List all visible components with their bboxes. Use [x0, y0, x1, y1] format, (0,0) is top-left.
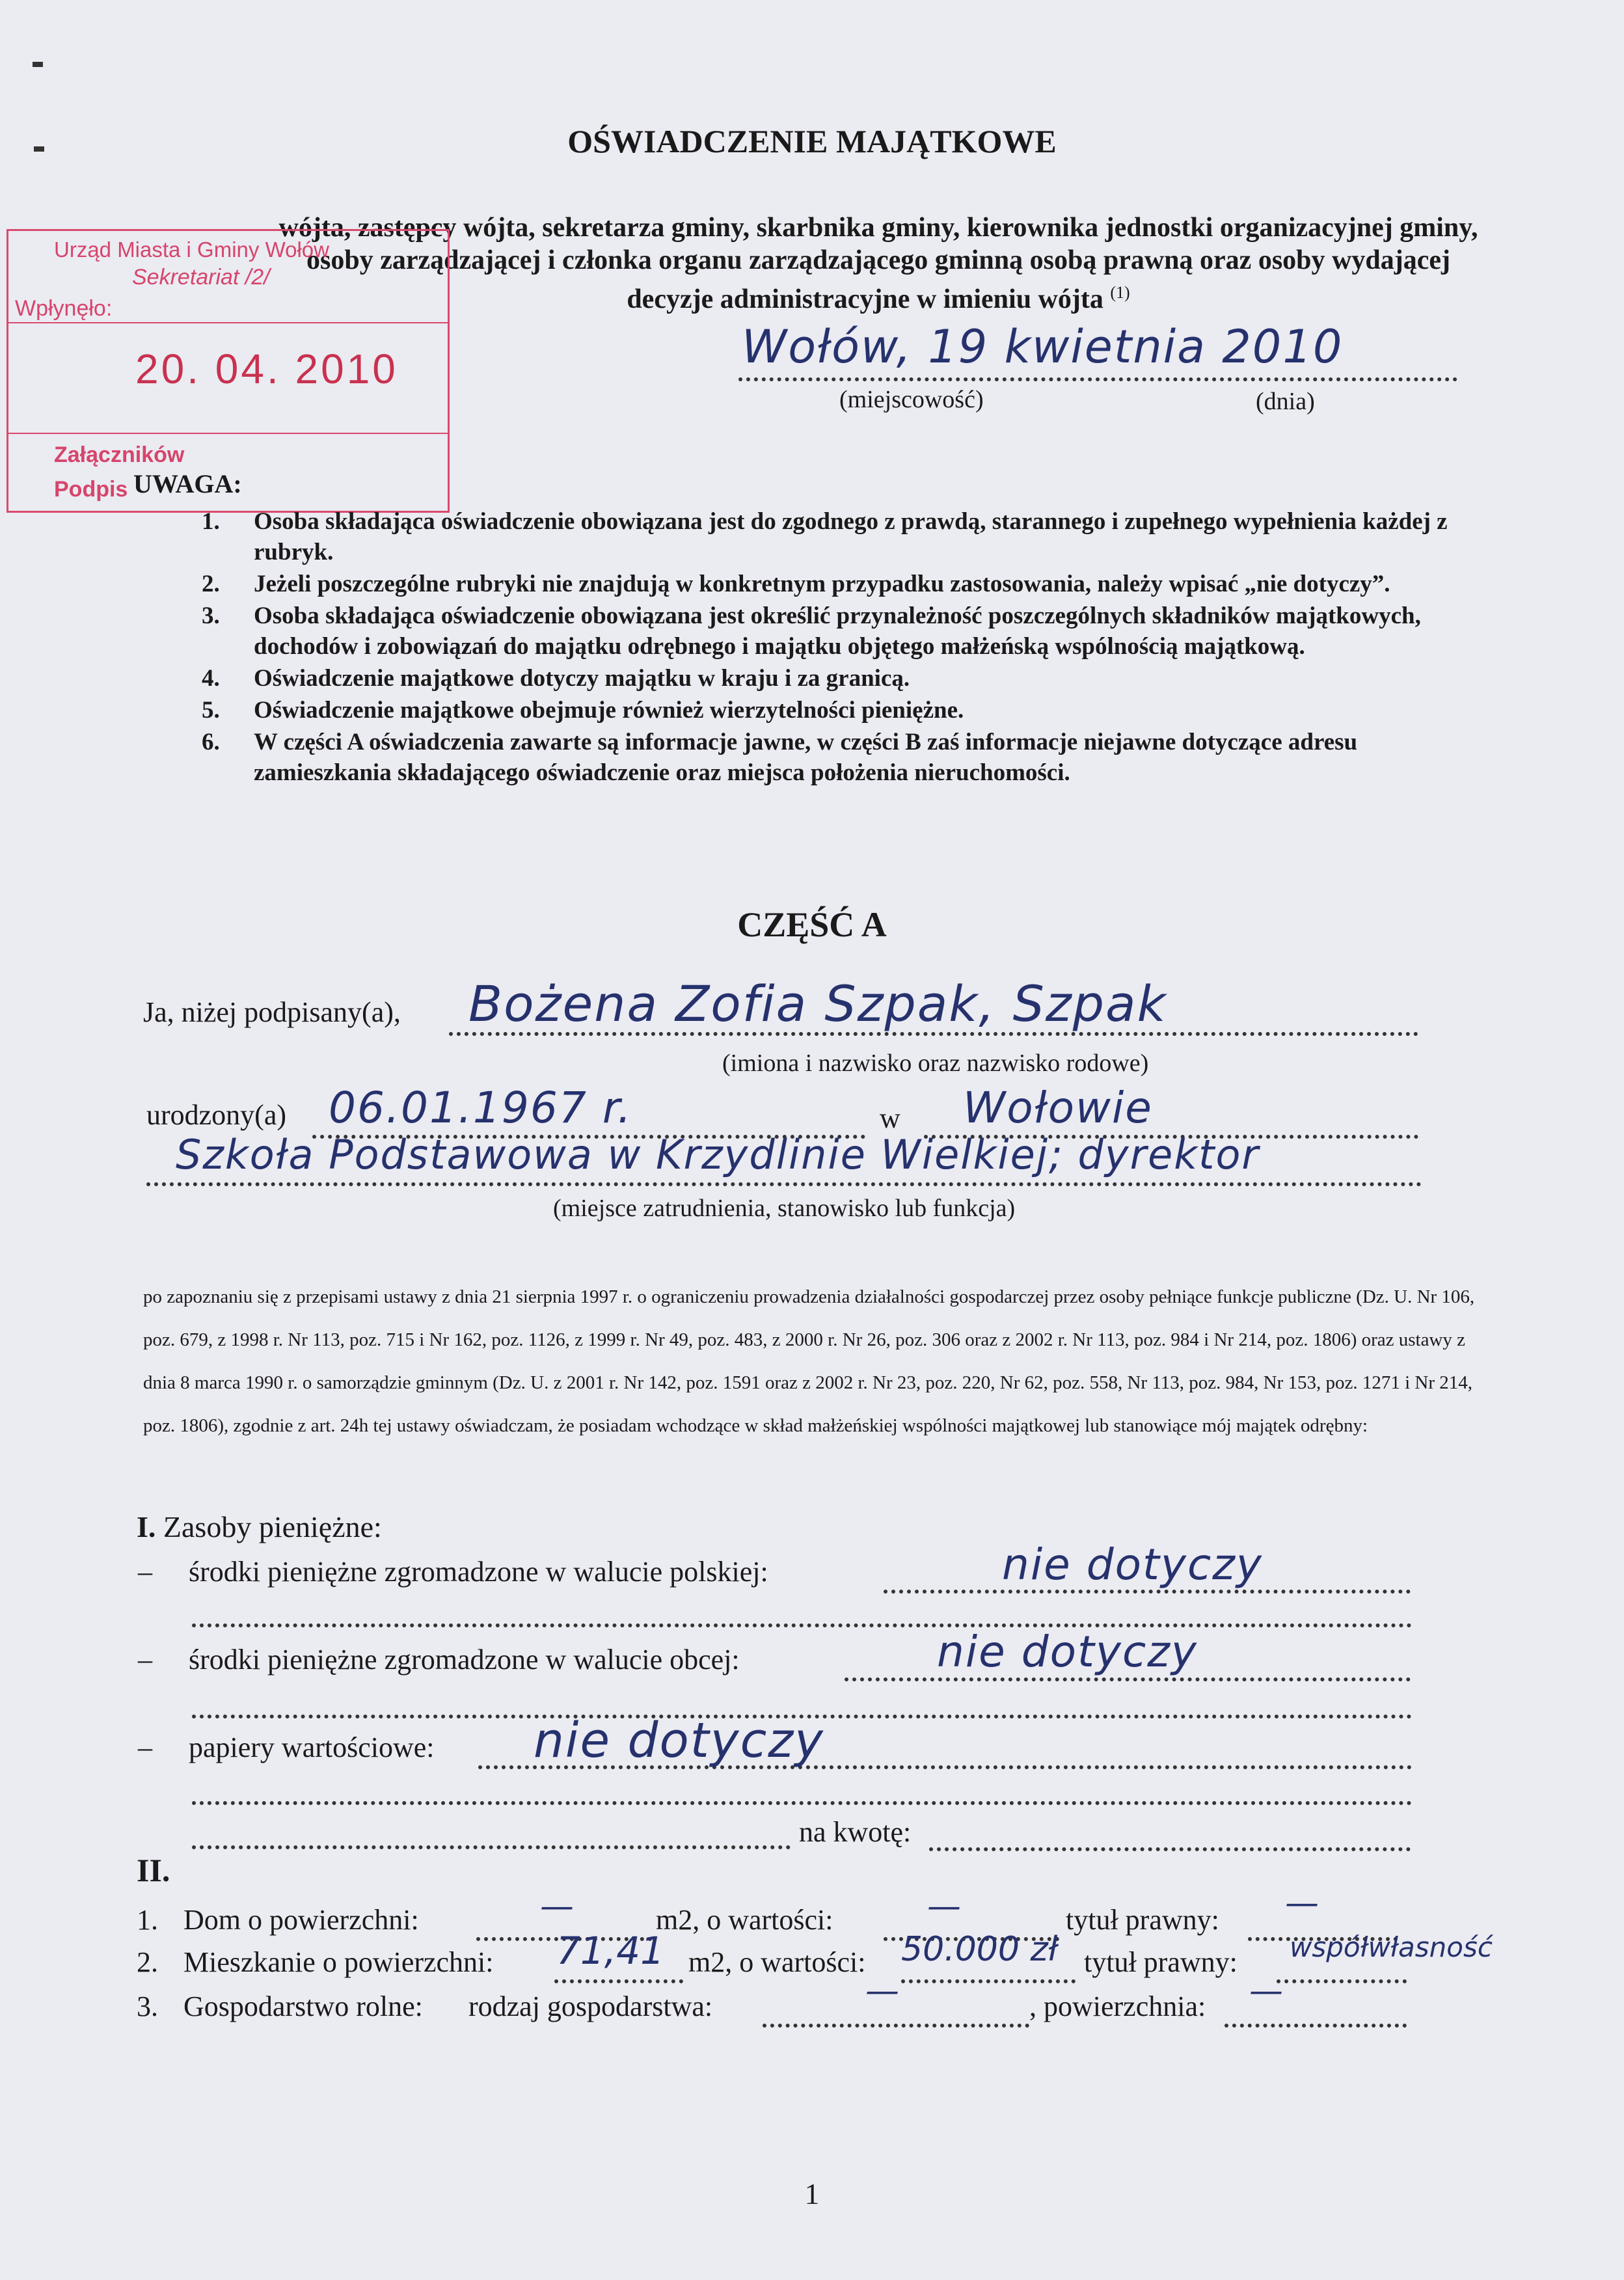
notice-item-text: Jeżeli poszczególne rubryki nie znajdują w konkretnym przypadku zastosowania, należy wpisać „nie dotyczy”.	[254, 571, 1390, 597]
employment-handwritten: Szkoła Podstawowa w Krzydlinie Wielkiej; dyrektor	[176, 1131, 1260, 1178]
stamp-divider	[8, 433, 448, 434]
notice-item	[189, 727, 1483, 788]
born-label: urodzony(a)	[146, 1099, 287, 1131]
notice-item-text: Osoba składająca oświadczenie obowiązana jest określić przynależność poszczególnych składników majątkowych, dochodów i zobowiązań do majątku odrębnego i majątku objętego małżeńską wspólnością majątkową.	[254, 603, 1421, 660]
stamp-secretariat: Sekretariat /2/	[132, 265, 270, 290]
notice-item-number: 5.	[202, 697, 220, 724]
in-label: w	[880, 1102, 900, 1134]
employment-caption: (miejsce zatrudnienia, stanowisko lub funkcja)	[553, 1195, 1016, 1222]
notice-item	[189, 506, 1483, 567]
document-title: OŚWIADCZENIE MAJĄTKOWE	[567, 123, 1057, 159]
farm-label: Gospodarstwo rolne:	[183, 1990, 423, 2022]
scan-mark	[33, 62, 43, 67]
place-caption: (miejscowość)	[839, 386, 984, 413]
notice-item	[189, 663, 1483, 694]
apartment-area-handwritten: 71,41	[556, 1929, 665, 1973]
farm-area-label: , powierzchnia:	[1029, 1990, 1206, 2022]
bullet-dash: –	[138, 1731, 152, 1763]
notice-heading: UWAGA:	[133, 469, 242, 498]
born-place-handwritten: Wołowie	[963, 1083, 1153, 1133]
amount-label: na kwotę:	[799, 1816, 912, 1848]
subtitle-text: wójta, zastępcy wójta, sekretarza gminy, skarbnika gminy, kierownika jednostki organizacyjnej gminy, osoby zarządzającej i członka organu zarządzającego gminną osobą prawną oraz osoby wydającej decyzje administracyjne w imieniu wójta	[278, 213, 1478, 314]
apartment-unit-label: m2, o wartości:	[688, 1946, 866, 1978]
stamp-divider	[8, 322, 448, 323]
stamp-date: 20. 04. 2010	[135, 346, 398, 392]
bullet-dash: –	[138, 1644, 152, 1676]
legal-basis-text: po zapoznaniu się z przepisami ustawy z dnia 21 sierpnia 1997 r. o ograniczeniu prowadzenia działalności gospodarczej przez osoby pełniące funkcje publiczne (Dz. U. Nr 106, poz. 679, z 1998 r. Nr 113, poz. 715 i Nr 162, poz. 1126, z 1999 r. Nr 49, poz. 483, z 2000 r. Nr 26, poz. 306 oraz z 2002 r. Nr 113, poz. 984 i Nr 214, poz. 1806) oraz ustawy z dnia 8 marca 1990 r. o samorządzie gminnym (Dz. U. z 2001 r. Nr 142, poz. 1591 oraz z 2002 r. Nr 23, poz. 220, Nr 62, poz. 558, Nr 113, poz. 984, Nr 153, poz. 1271 i Nr 214, poz. 1806), zgodnie z art. 24h tej ustawy oświadczam, że posiadam wchodzące w skład małżeńskiej wspólności majątkowej lub stanowiące mój majątek odrębny:	[143, 1286, 1475, 1436]
house-title-label: tytuł prawny:	[1066, 1904, 1219, 1936]
notice-item-text: Osoba składająca oświadczenie obowiązana jest do zgodnego z prawdą, starannego i zupełnego wypełnienia każdej z rubryk.	[254, 508, 1448, 565]
apartment-value-handwritten: 50.000 zł	[901, 1930, 1058, 1969]
cash-foreign-label: środki pieniężne zgromadzone w walucie obcej:	[189, 1644, 740, 1676]
section-1-numeral: I.	[137, 1510, 156, 1543]
securities-line-2	[192, 1775, 1412, 1805]
notice-list	[189, 506, 1483, 789]
amount-line	[929, 1819, 1411, 1851]
stamp-attachments-label: Załączników	[54, 442, 185, 467]
cash-pln-handwritten: nie dotyczy	[1002, 1540, 1263, 1590]
apartment-label: Mieszkanie o powierzchni:	[183, 1946, 494, 1978]
notice-item	[189, 569, 1483, 599]
notice-item	[189, 695, 1483, 726]
footnote-mark: (1)	[1110, 283, 1130, 302]
part-a-heading: CZĘŚĆ A	[737, 905, 887, 944]
stamp-signature-label: Podpis	[54, 477, 128, 502]
house-area-handwritten: —	[540, 1887, 575, 1926]
notice-item-number: 3.	[202, 603, 220, 629]
notice-item-text: Oświadczenie majątkowe dotyczy majątku w kraju i za granicą.	[254, 665, 910, 692]
farm-kind-handwritten: —	[865, 1972, 900, 2011]
place-date-handwritten: Wołów, 19 kwietnia 2010	[742, 320, 1344, 373]
house-label: Dom o powierzchni:	[183, 1904, 419, 1936]
name-caption: (imiona i nazwisko oraz nazwisko rodowe)	[722, 1050, 1149, 1077]
notice-item-text: Oświadczenie majątkowe obejmuje również wierzytelności pieniężne.	[254, 697, 964, 724]
house-title-handwritten: —	[1285, 1884, 1320, 1923]
row-number: 3.	[137, 1990, 158, 2022]
securities-label: papiery wartościowe:	[189, 1731, 435, 1763]
stamp-received-label: Wpłynęło:	[15, 296, 113, 321]
section-1-title: Zasoby pieniężne:	[163, 1510, 382, 1543]
notice-item-number: 6.	[202, 729, 220, 755]
house-value-handwritten: —	[927, 1887, 962, 1926]
notice-item	[189, 601, 1483, 662]
notice-item-text: W części A oświadczenia zawarte są informacje jawne, w części B zaś informacje niejawne dotyczące adresu zamieszkania składającego oświadczenie oraz miejsca położenia nieruchomości.	[254, 729, 1358, 786]
signed-label: Ja, niżej podpisany(a),	[143, 996, 401, 1028]
section-2-numeral: II.	[137, 1852, 170, 1888]
cash-pln-label: środki pieniężne zgromadzone w walucie polskiej:	[189, 1556, 768, 1588]
page-number: 1	[804, 2177, 820, 2210]
row-number: 2.	[137, 1946, 158, 1978]
securities-line-3	[192, 1814, 791, 1849]
farm-area-handwritten: —	[1249, 1972, 1284, 2011]
notice-item-number: 2.	[202, 571, 220, 597]
section-1-heading	[137, 1510, 382, 1544]
name-handwritten: Bożena Zofia Szpak, Szpak	[468, 975, 1167, 1033]
bullet-dash: –	[138, 1556, 152, 1588]
apartment-title-label: tytuł prawny:	[1084, 1946, 1238, 1978]
born-date-handwritten: 06.01.1967 r.	[329, 1083, 632, 1133]
house-unit-label: m2, o wartości:	[656, 1904, 833, 1936]
apartment-title-handwritten: współwłasność	[1290, 1931, 1493, 1963]
farm-kind-label: rodzaj gospodarstwa:	[468, 1990, 713, 2022]
notice-item-number: 1.	[202, 508, 220, 535]
row-number: 1.	[137, 1904, 158, 1936]
cash-foreign-handwritten: nie dotyczy	[937, 1627, 1198, 1677]
stamp-office: Urząd Miasta i Gminy Wołów	[54, 238, 329, 262]
notice-item-number: 4.	[202, 665, 220, 692]
date-caption: (dnia)	[1256, 388, 1315, 415]
cash-pln-line-2	[192, 1597, 1412, 1627]
securities-handwritten: nie dotyczy	[534, 1713, 824, 1769]
